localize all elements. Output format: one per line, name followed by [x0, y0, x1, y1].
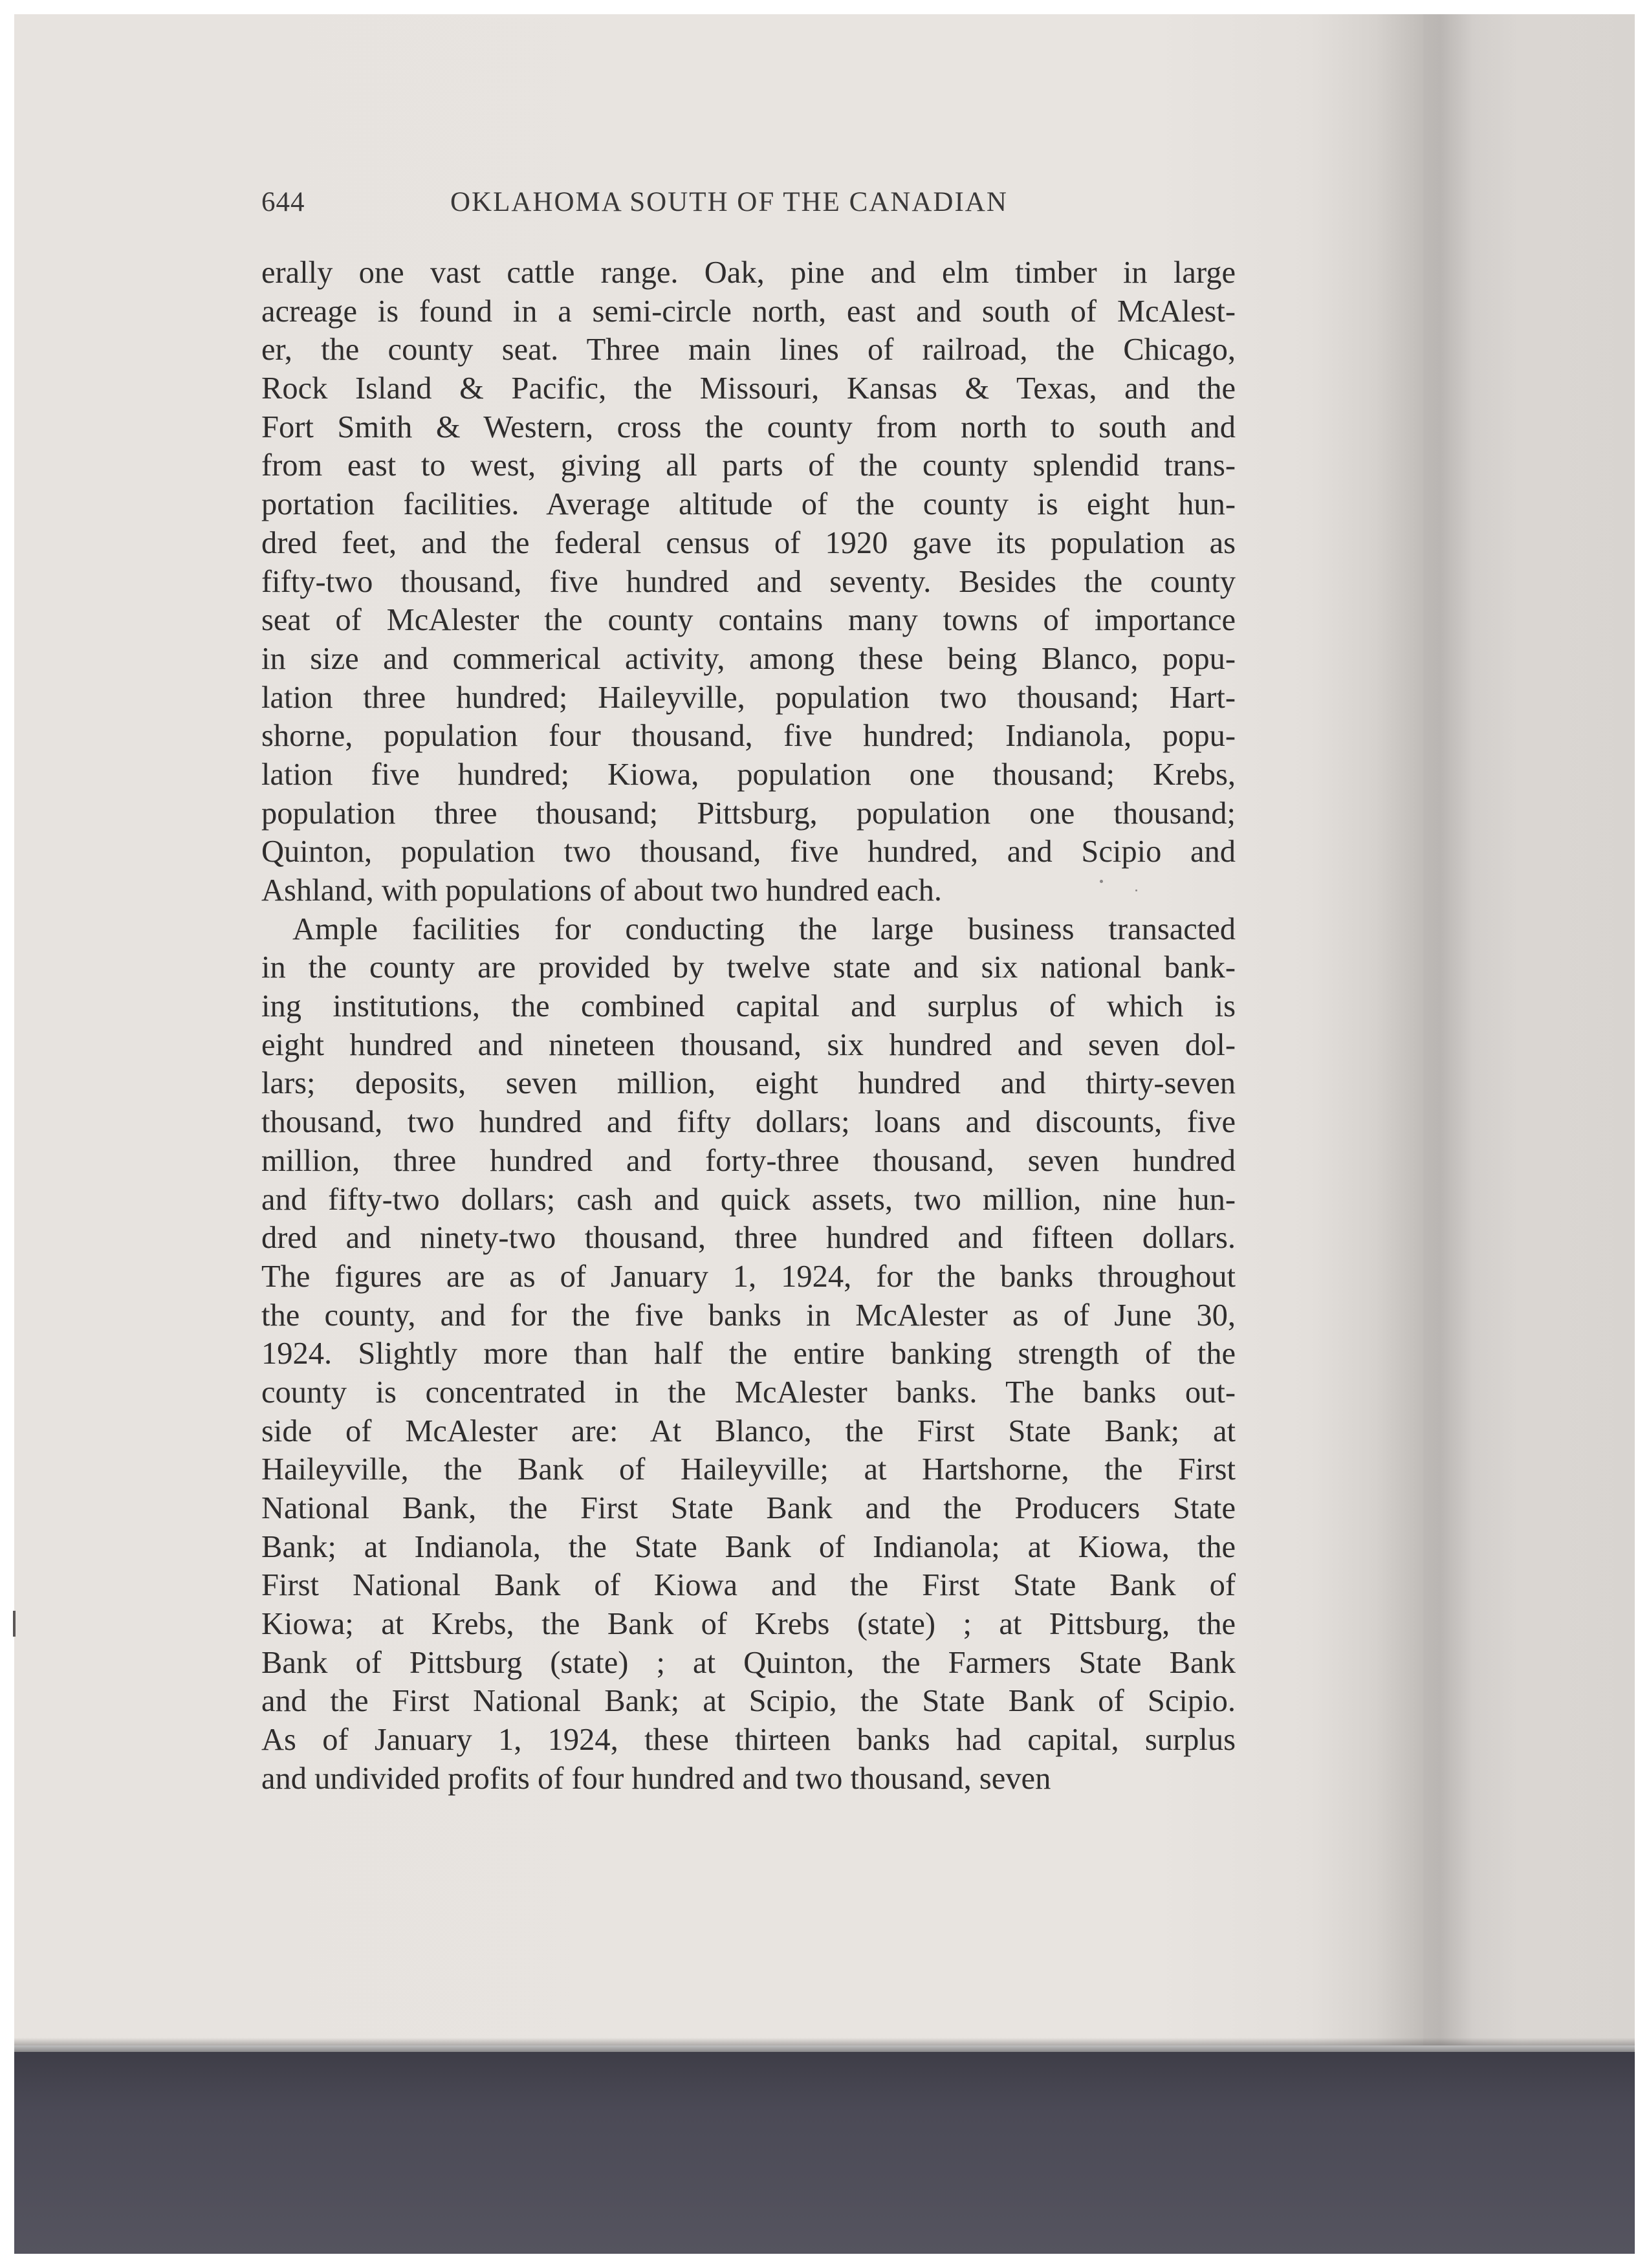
page-bottom-shadow [14, 2038, 1635, 2052]
page-number: 644 [261, 187, 305, 217]
text-line: Bank of Pittsburg (state) ; at Quinton, the Farmers State Bank [261, 1645, 1236, 1680]
text-line: and fifty-two dollars; cash and quick assets, two million, nine hun- [261, 1182, 1236, 1217]
text-line: the county, and for the five banks in McAlester as of June 30, [261, 1298, 1236, 1333]
text-line: Ample facilities for conducting the large business transacted [292, 911, 1236, 946]
scanner-bed-background [14, 2052, 1635, 2254]
text-line: shorne, population four thousand, five hundred; Indianola, popu- [261, 719, 1236, 754]
text-line: National Bank, the First State Bank and the Producers State [261, 1491, 1236, 1525]
text-line: lation five hundred; Kiowa, population one thousand; Krebs, [261, 757, 1236, 792]
text-line: seat of McAlester the county contains many towns of importance [261, 603, 1236, 638]
text-line: and undivided profits of four hundred and two thousand, seven [261, 1761, 1051, 1796]
text-line: erally one vast cattle range. Oak, pine and elm timber in large [261, 256, 1236, 290]
text-line: First National Bank of Kiowa and the First State Bank of [261, 1568, 1236, 1603]
text-line: from east to west, giving all parts of the county splendid trans- [261, 448, 1236, 483]
text-line: and the First National Bank; at Scipio, the State Bank of Scipio. [261, 1684, 1236, 1719]
text-line: Bank; at Indianola, the State Bank of Indianola; at Kiowa, the [261, 1529, 1236, 1564]
text-line: eight hundred and nineteen thousand, six hundred and seven dol- [261, 1027, 1236, 1062]
text-line: population three thousand; Pittsburg, population one thousand; [261, 796, 1236, 831]
text-line: Rock Island & Pacific, the Missouri, Kansas & Texas, and the [261, 371, 1236, 406]
running-head [261, 186, 1236, 225]
running-title: OKLAHOMA SOUTH OF THE CANADIAN [450, 187, 1008, 217]
text-line: Haileyville, the Bank of Haileyville; at Hartshorne, the First [261, 1452, 1236, 1487]
text-line: acreage is found in a semi-circle north, east and south of McAlest- [261, 294, 1236, 329]
text-line: Quinton, population two thousand, five hundred, and Scipio and [261, 834, 1236, 869]
text-line: fifty-two thousand, five hundred and seventy. Besides the county [261, 564, 1236, 599]
paper-speck [1100, 880, 1103, 883]
text-line: Ashland, with populations of about two hundred each. [261, 873, 942, 908]
text-line: lation three hundred; Haileyville, population two thousand; Hart- [261, 680, 1236, 715]
paper-speck [1135, 889, 1137, 891]
text-line: Fort Smith & Western, cross the county from north to south and [261, 409, 1236, 444]
text-line: lars; deposits, seven million, eight hundred and thirty-seven [261, 1066, 1236, 1101]
paragraph [261, 910, 1236, 1798]
text-line: in the county are provided by twelve state and six national bank- [261, 950, 1236, 985]
text-line: 1924. Slightly more than half the entire banking strength of the [261, 1336, 1236, 1371]
text-line: Kiowa; at Krebs, the Bank of Krebs (state) ; at Pittsburg, the [261, 1607, 1236, 1642]
text-line: dred feet, and the federal census of 1920 gave its population as [261, 525, 1236, 560]
text-line: ing institutions, the combined capital and surplus of which is [261, 989, 1236, 1024]
text-line: portation facilities. Average altitude of the county is eight hun- [261, 487, 1236, 522]
text-line: dred and ninety-two thousand, three hundred and fifteen dollars. [261, 1221, 1236, 1256]
text-line: As of January 1, 1924, these thirteen banks had capital, surplus [261, 1723, 1236, 1758]
text-line: thousand, two hundred and fifty dollars; loans and discounts, five [261, 1105, 1236, 1140]
paragraph [261, 254, 1236, 910]
text-line: in size and commerical activity, among these being Blanco, popu- [261, 641, 1236, 676]
facing-page-edge [1423, 14, 1635, 2045]
text-line: er, the county seat. Three main lines of railroad, the Chicago, [261, 333, 1236, 367]
body-text [261, 254, 1236, 1798]
binding-mark [13, 1611, 16, 1637]
text-line: The figures are as of January 1, 1924, for the banks throughout [261, 1259, 1236, 1294]
text-line: side of McAlester are: At Blanco, the First State Bank; at [261, 1413, 1236, 1448]
text-line: county is concentrated in the McAlester banks. The banks out- [261, 1375, 1236, 1410]
text-line: million, three hundred and forty-three thousand, seven hundred [261, 1143, 1236, 1178]
